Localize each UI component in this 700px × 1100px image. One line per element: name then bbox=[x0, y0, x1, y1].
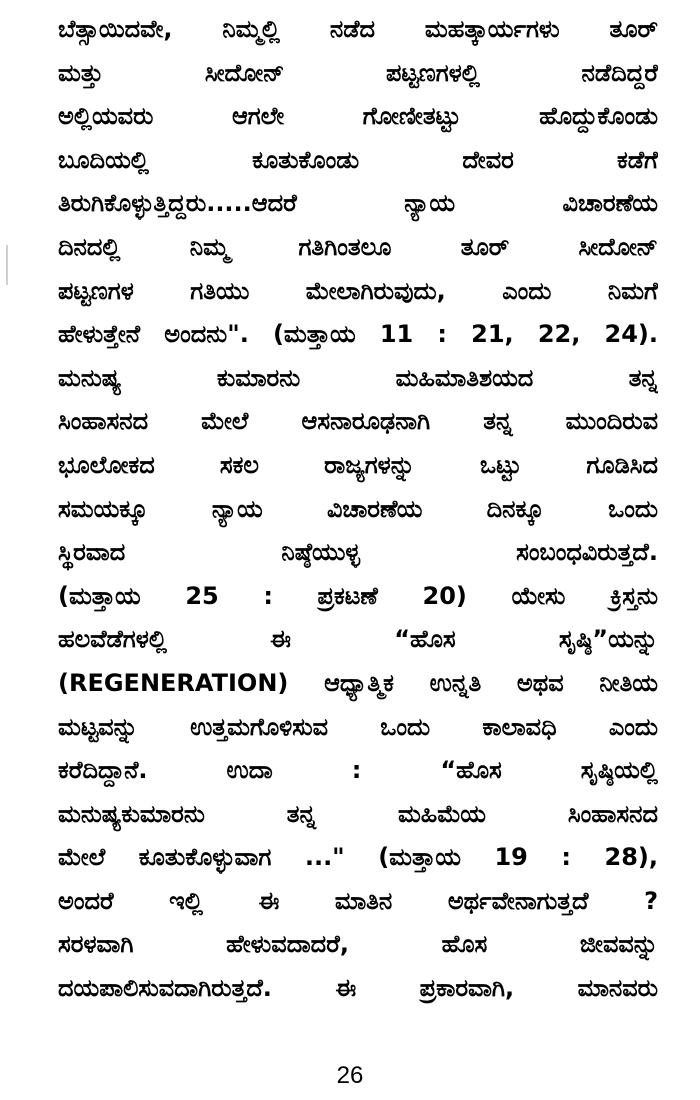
text-line: ಅಂದರೆ ಇಲ್ಲಿ ಈ ಮಾತಿನ ಅರ್ಥವೇನಾಗುತ್ತದೆ ? bbox=[58, 886, 658, 915]
text-line: ಮನುಷ್ಯಕುಮಾರನು ತನ್ನ ಮಹಿಮೆಯ ಸಿಂಹಾಸನದ bbox=[58, 799, 658, 828]
text-line: ಬೆತ್ಸಾಯಿದವೇ, ನಿಮ್ಮಲ್ಲಿ ನಡೆದ ಮಹತ್ಕಾರ್ಯಗಳು ತೂರ್ bbox=[58, 15, 658, 43]
scan-margin-mark bbox=[6, 245, 8, 285]
text-line: ಮತ್ತು ಸೀದೋನ್ ಪಟ್ಟಣಗಳಲ್ಲಿ ನಡೆದಿದ್ದರೆ bbox=[58, 58, 658, 87]
text-line: ಸರಳವಾಗಿ ಹೇಳುವದಾದರೆ, ಹೊಸ ಜೀವವನ್ನು bbox=[58, 930, 658, 959]
text-line: ಮಟ್ಟವನ್ನು ಉತ್ತಮಗೊಳಿಸುವ ಒಂದು ಕಾಲಾವಧಿ ಎಂದು bbox=[58, 712, 658, 741]
text-line: ಮನುಷ್ಯ ಕುಮಾರನು ಮಹಿಮಾತಿಶಯದ ತನ್ನ bbox=[58, 363, 658, 392]
text-line: ತಿರುಗಿಕೊಳ್ಳುತ್ತಿದ್ದರು.....ಆದರೆ ನ್ಯಾಯ ವಿಚಾರಣೆಯ bbox=[58, 189, 658, 218]
page-number: 26 bbox=[336, 1062, 364, 1089]
text-line: ಬೂದಿಯಲ್ಲಿ ಕೂತುಕೊಂಡು ದೇವರ ಕಡೆಗೆ bbox=[58, 145, 658, 174]
text-line: ಸಮಯಕ್ಕೂ ನ್ಯಾಯ ವಿಚಾರಣೆಯ ದಿನಕ್ಕೂ ಒಂದು bbox=[58, 494, 658, 523]
body-text bbox=[58, 8, 658, 1011]
text-line: ಮೇಲೆ ಕೂತುಕೊಳ್ಳುವಾಗ ..." (ಮತ್ತಾಯ 19 : 28), bbox=[58, 843, 658, 872]
text-line: (ಮತ್ತಾಯ 25 : ಪ್ರಕಟಣೆ 20) ಯೇಸು ಕ್ರಿಸ್ತನು bbox=[58, 581, 658, 610]
text-line: (REGENERATION) ಆಧ್ಯಾತ್ಮಿಕ ಉನ್ನತಿ ಅಥವ ನೀತಿಯ bbox=[58, 668, 658, 697]
text-line: ಸಿಂಹಾಸನದ ಮೇಲೆ ಆಸನಾರೂಢನಾಗಿ ತನ್ನ ಮುಂದಿರುವ bbox=[58, 407, 658, 436]
text-line: ಅಲ್ಲಿಯವರು ಆಗಲೇ ಗೋಣೀತಟ್ಟು ಹೊದ್ದುಕೊಂಡು bbox=[58, 102, 658, 131]
text-line: ಹಲವೆಡೆಗಳಲ್ಲಿ ಈ “ಹೊಸ ಸೃಷ್ಠಿ”ಯನ್ನು bbox=[58, 625, 658, 654]
text-line: ಸ್ಥಿರವಾದ ನಿಷ್ಠೆಯುಳ್ಳ ಸಂಬಂಧವಿರುತ್ತದೆ. bbox=[58, 538, 658, 567]
text-line: ಭೂಲೋಕದ ಸಕಲ ರಾಜ್ಯಗಳನ್ನು ಒಟ್ಟು ಗೂಡಿಸಿದ bbox=[58, 450, 658, 479]
text-line: ಹೇಳುತ್ತೇನೆ ಅಂದನು". (ಮತ್ತಾಯ 11 : 21, 22, 24). bbox=[58, 320, 658, 349]
text-line: ಪಟ್ಟಣಗಳ ಗತಿಯು ಮೇಲಾಗಿರುವುದು, ಎಂದು ನಿಮಗೆ bbox=[58, 276, 658, 305]
text-line: ದಿನದಲ್ಲಿ ನಿಮ್ಮ ಗತಿಗಿಂತಲೂ ತೂರ್ ಸೀದೋನ್ bbox=[58, 232, 658, 261]
text-line: ಕರೆದಿದ್ದಾನೆ. ಉದಾ : “ಹೊಸ ಸೃಷ್ಠಿಯಲ್ಲಿ bbox=[58, 756, 658, 785]
text-line: ದಯಪಾಲಿಸುವದಾಗಿರುತ್ತದೆ. ಈ ಪ್ರಕಾರವಾಗಿ, ಮಾನವರು bbox=[58, 974, 658, 1003]
